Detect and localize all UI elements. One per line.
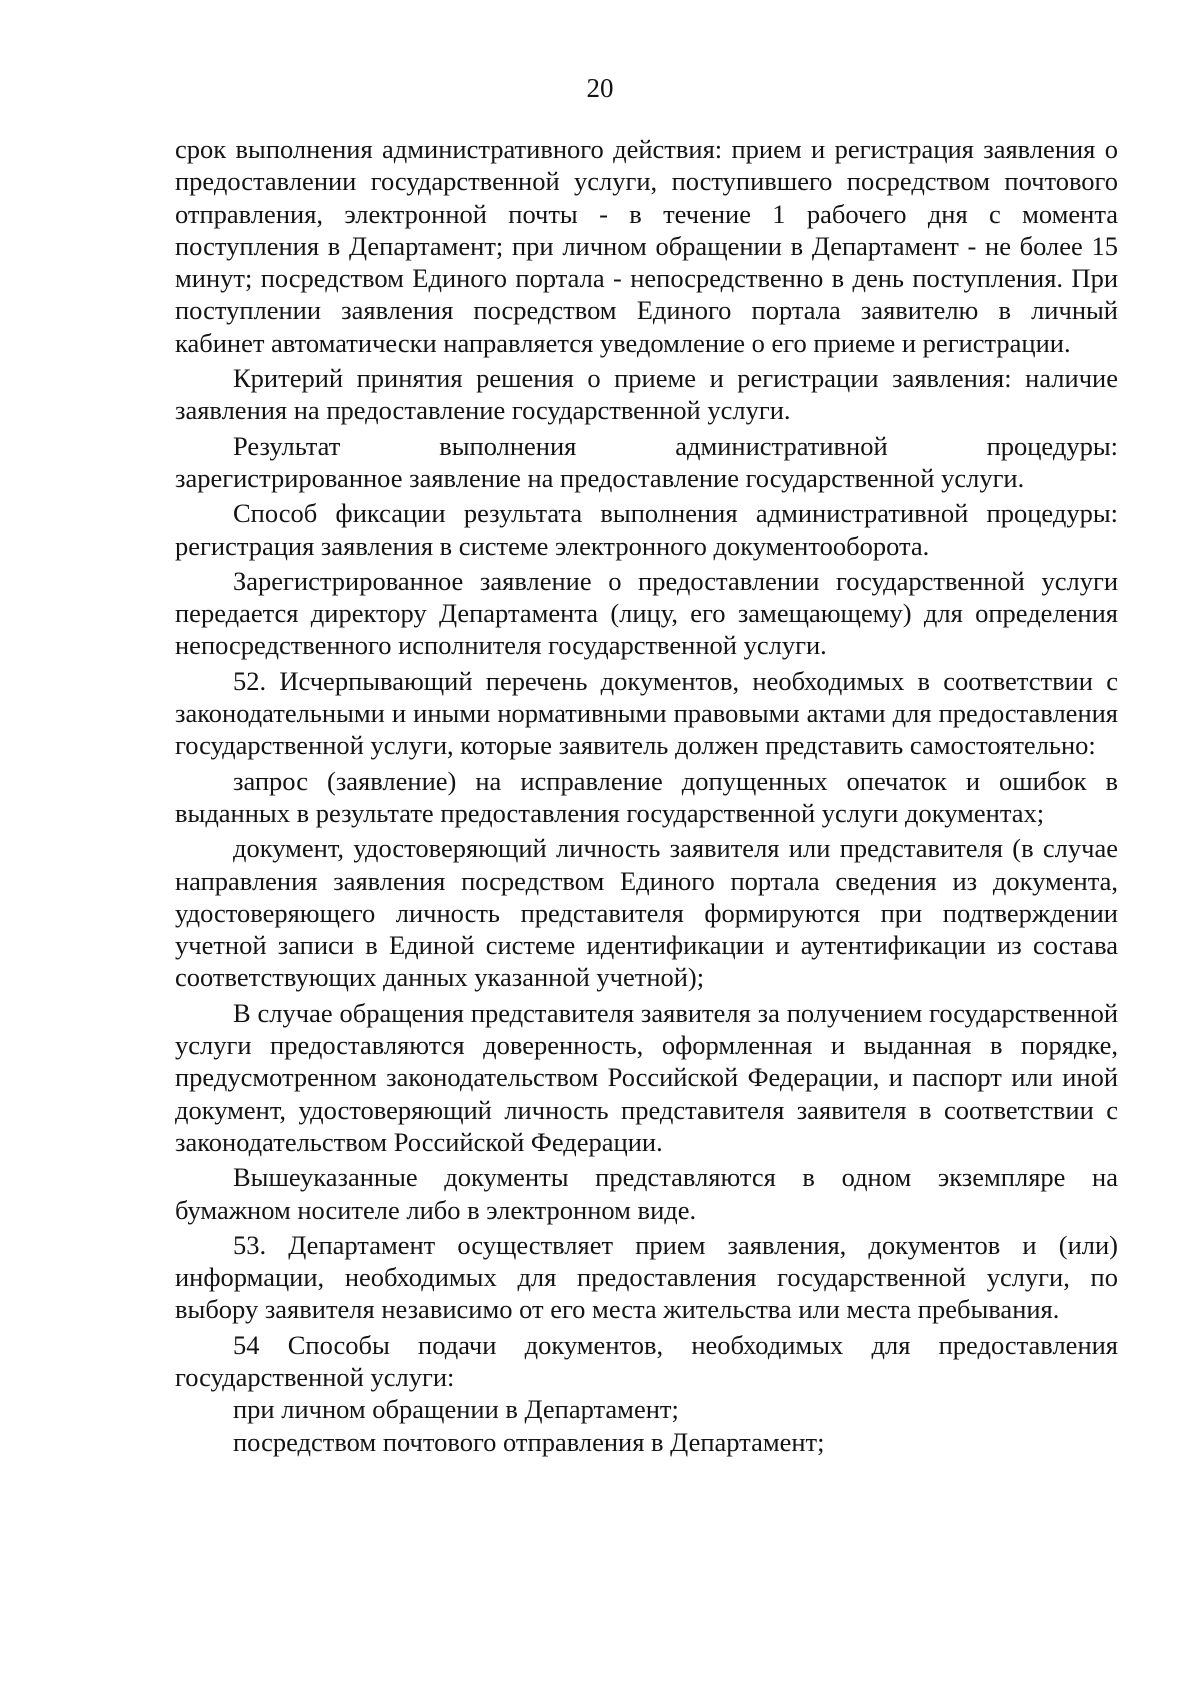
paragraph-correction-request: запрос (заявление) на исправление допущенных опечаток и ошибок в выданных в результате предоставления государственной услуги документах; bbox=[175, 765, 1118, 828]
paragraph-registered-application: Зарегистрированное заявление о предоставлении государственной услуги передается директору Департамента (лицу, его замещающему) для определения непосредственного исполнителя государственной услуги. bbox=[175, 565, 1118, 661]
paragraph-53-acceptance: 53. Департамент осуществляет прием заявления, документов и (или) информации, необходимых для предоставления государственной услуги, по выбору заявителя независимо от его места жительства или места пребывания. bbox=[175, 1229, 1118, 1325]
paragraph-decision-criterion: Критерий принятия решения о приеме и регистрации заявления: наличие заявления на предоставление государственной услуги. bbox=[175, 363, 1118, 426]
paragraph-processing-term: срок выполнения административного действия: прием и регистрация заявления о предоставлении государственной услуги, поступившего посредством почтового отправления, электронной почты - в течение 1 рабочего дня с момента поступления в Департамент; при личном обращении в Департамент - не более 15 минут; посредством Единого портала - непосредственно в день поступления. При поступлении заявления посредством Единого портала заявителю в личный кабинет автоматически направляется уведомление о его приеме и регистрации. bbox=[175, 134, 1118, 358]
paragraph-documents-form: Вышеуказанные документы представляются в одном экземпляре на бумажном носителе либо в электронном виде. bbox=[175, 1162, 1118, 1225]
paragraph-procedure-result: зарегистрированное заявление на предоставление государственной услуги. bbox=[175, 462, 1025, 493]
paragraph-identity-document: документ, удостоверяющий личность заявителя или представителя (в случае направления заявления посредством Единого портала сведения из документа, удостоверяющего личность представителя формируются при подтверждении учетной записи в Единой системе идентификации и аутентификации из состава соответствующих данных указанной учетной); bbox=[175, 833, 1118, 993]
list-item-by-post: посредством почтового отправления в Департамент; bbox=[233, 1426, 825, 1457]
paragraph-52-documents-list: 52. Исчерпывающий перечень документов, необходимых в соответствии с законодательными и иными нормативными правовыми актами для предоставления государственной услуги, которые заявитель должен представить самостоятельно: bbox=[175, 665, 1118, 761]
list-item-in-person: при личном обращении в Департамент; bbox=[233, 1394, 679, 1425]
paragraph-procedure-result-heading: Результат выполнения административной процедуры: bbox=[233, 430, 1118, 461]
page-number: 20 bbox=[586, 73, 614, 103]
paragraph-representative: В случае обращения представителя заявителя за получением государственной услуги предоставляются доверенность, оформленная и выданная в порядке, предусмотренном законодательством Российской Федерации, и паспорт или иной документ, удостоверяющий личность представителя заявителя в соответствии с законодательством Российской Федерации. bbox=[175, 997, 1118, 1157]
paragraph-result-recording-method: Способ фиксации результата выполнения административной процедуры: регистрация заявления в системе электронного документооборота. bbox=[175, 498, 1118, 561]
paragraph-54-submission-methods: 54 Способы подачи документов, необходимых для предоставления государственной услуги: bbox=[175, 1329, 1118, 1392]
document-body bbox=[175, 133, 1118, 1458]
